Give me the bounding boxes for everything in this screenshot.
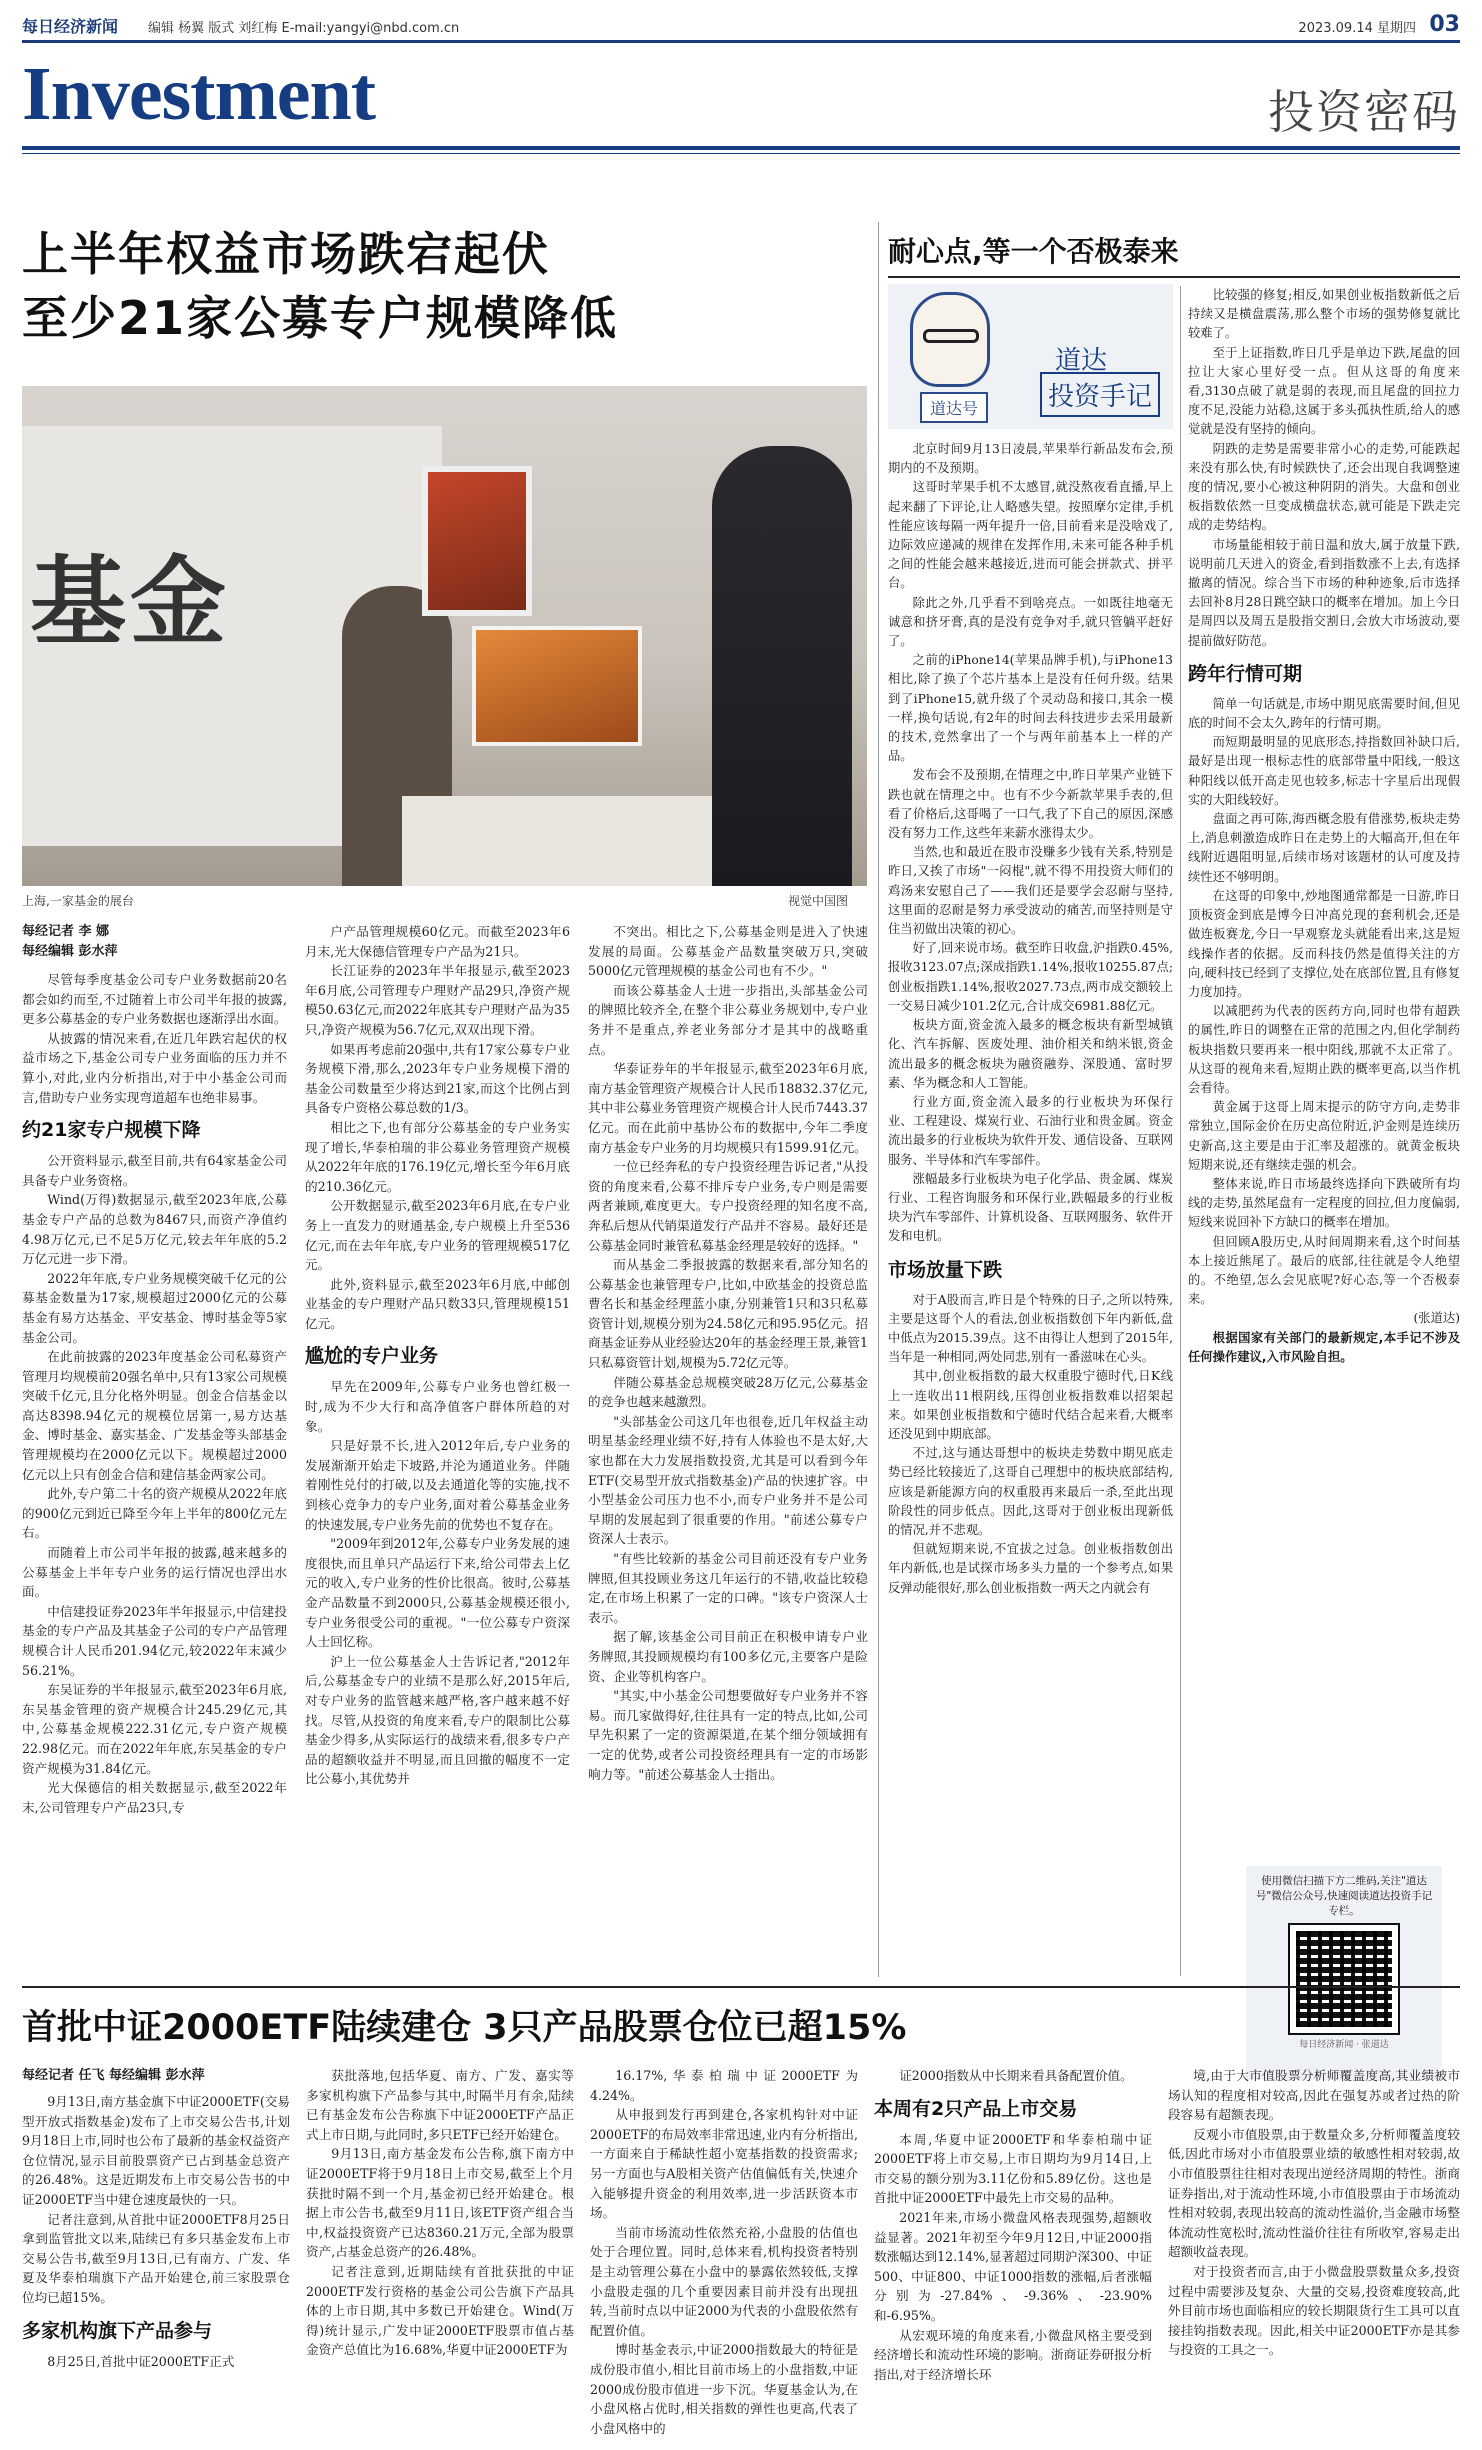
paragraph: 公开数据显示,截至2023年6月底,在专户业务上一直发力的财通基金,专户规模上升至536亿元,而在去年年底,专户业务的管理规模517亿元。 bbox=[305, 1198, 570, 1273]
paragraph: 只是好景不长,进入2012年后,专户业务的发展渐渐开始走下坡路,并沦为通道业务。伴随着刚性兑付的打破,以及去通道化等的实施,找不到核心竞争力的专户业务,面对着公募基金业务的快速发展,专户业务先前的优势也不复存在。 bbox=[305, 1438, 570, 1532]
author-portrait-icon bbox=[910, 292, 990, 387]
paragraph: 对于投资者而言,由于小微盘股票数量众多,投资过程中需要涉及复杂、大量的交易,投资难度较高,此外目前市场也面临相应的较长期限货行生工具可以直接挂钩指数表现。因此,相关中证2000ETF亦是其参与投资的工具之一。 bbox=[1168, 2263, 1460, 2358]
lead-column-2 bbox=[305, 922, 570, 1977]
disclaimer: 根据国家有关部门的最新规定,本手记不涉及任何操作建议,入市风险自担。 bbox=[1188, 1330, 1460, 1364]
paragraph: 相比之下,也有部分公募基金的专户业务实现了增长,华泰柏瑞的非公募业务管理资产规模从2022年年底的176.19亿元,增长至今年6月底的210.36亿元。 bbox=[305, 1119, 570, 1194]
column-divider bbox=[1180, 286, 1181, 1976]
paragraph: 光大保德信的相关数据显示,截至2022年末,公司管理专户产品23只,专 bbox=[22, 1780, 287, 1815]
masthead: Investment bbox=[22, 52, 376, 136]
paragraph: 阴跌的走势是需要非常小心的走势,可能跌起来没有那么快,有时候跌快了,还会出现自我调整速度的情况,要小心被这种阴阴的消失。大盘和创业板指数依然一旦变成横盘状态,就可能是下跌走完成的走势结构。 bbox=[1188, 441, 1460, 533]
paragraph: 整体来说,昨日市场最终选择向下跌破所有均线的走势,虽然尾盘有一定程度的回拉,但力度偏弱,短线来说回补下方缺口的概率在增加。 bbox=[1188, 1176, 1460, 1230]
photo-caption: 上海,一家基金的展台 bbox=[22, 894, 134, 908]
paragraph: 从披露的情况来看,在近几年跌宕起伏的权益市场之下,基金公司专户业务面临的压力并不算小,对此,业内分析指出,对于中小基金公司而言,借助专户业务实现弯道超车也绝非易事。 bbox=[22, 1030, 287, 1105]
paragraph: 这哥时苹果手机不太感冒,就没熬夜看直播,早上起来翻了下评论,让人略感失望。按照摩尔定律,手机性能应该每隔一两年提升一倍,目前看来是没啥戏了,边际效应递减的规律在发挥作用,未来可能各种手机之间的性能会越来越接近,进而可能会拼款式、拼平台。 bbox=[888, 480, 1173, 591]
paragraph: 获批落地,包括华夏、南方、广发、嘉实等多家机构旗下产品参与其中,时隔半月有余,陆续已有基金发布公告称旗下中证2000ETF产品正式上市日期,与此同时,多只ETF已经开始建仓。 bbox=[306, 2068, 574, 2142]
subheading: 约21家专户规模下降 bbox=[22, 1119, 201, 1142]
column-headline: 耐心点,等一个否极泰来 bbox=[888, 235, 1179, 268]
paragraph: 以减肥药为代表的医药方向,同时也带有超跌的属性,昨日的调整在正常的范围之内,但化学制药板块指数只要再来一根中阳线,那就不太正常了。从这哥的视角来看,短期止跌的概率更高,以当作机会看待。 bbox=[1188, 1004, 1460, 1095]
bottom-column-5 bbox=[1168, 2066, 1460, 2444]
paragraph: 2021年来,市场小微盘风格表现强势,超额收益显著。2021年初至今年9月12日,中证2000指数涨幅达到12.14%,显著超过同期沪深300、中证500、中证800、中证1000指数的涨幅,后者涨幅分别为-27.84%、-9.36%、-23.90%和-6.95%。 bbox=[874, 2209, 1152, 2323]
paragraph: 对于A股而言,昨日是个特殊的日子,之所以特殊,主要是这哥个人的看法,创业板指数创下年内新低,盘中低点为2015.39点。这不由得让人想到了2015年,当年是一种相同,两处同悲,别有一番滋味在心头。 bbox=[888, 1292, 1173, 1365]
subheading: 本周有2只产品上市交易 bbox=[874, 2097, 1078, 2120]
paragraph: 之前的iPhone14(苹果品牌手机),与iPhone13相比,除了换了个芯片基本上是没有任何升级。结果到了iPhone15,就升级了个灵动岛和接口,其余一模一样,换句话说,有2年的时间去科技进步去采用最新的技术,竞然拿出了一个与两年前基本上一样的产品。 bbox=[888, 653, 1173, 764]
bottom-headline: 首批中证2000ETF陆续建仓 3只产品股票仓位已超15% bbox=[22, 2008, 907, 2048]
section-divider bbox=[22, 1986, 1460, 1988]
paragraph: 好了,回来说市场。截至昨日收盘,沪指跌0.45%,报收3123.07点;深成指跌1.14%,报收10255.87点;创业板指跌1.14%,报收2027.73点,两市成交额较上一交易日减少101.2亿元,合计成交6981.88亿元。 bbox=[888, 941, 1173, 1013]
bottom-column-3 bbox=[590, 2066, 858, 2444]
paragraph: 发布会不及预期,在情理之中,昨日苹果产业链下跌也就在情理之中。也有不少今新款苹果手表的,但看了价格后,这哥喝了一口气,我了下自己的原因,深感没有努力工作,这些年来薪水涨得太少。 bbox=[888, 768, 1173, 841]
issue-date: 2023.09.14 星期四 bbox=[1298, 21, 1416, 36]
paragraph: 至于上证指数,昨日几乎是单边下跌,尾盘的回拉让大家心里好受一点。但从这哥的角度来看,3130点破了就是弱的表现,而且尾盘的回拉力度不足,没能力站稳,这属于多头孤执性质,给人的感觉就是没有坚持的倾向。 bbox=[1188, 345, 1460, 437]
editor-byline: 每经编辑 彭水萍 bbox=[22, 944, 118, 959]
paragraph: 比较强的修复;相反,如果创业板指数新低之后持续又是横盘震荡,那么整个市场的强势修复就比较难了。 bbox=[1188, 288, 1460, 341]
subheading: 市场放量下跌 bbox=[888, 1258, 1003, 1281]
paragraph: 此外,专户第二十名的资产规模从2022年底的900亿元到近已降至今年上半年的800亿元左右。 bbox=[22, 1486, 287, 1541]
paragraph: 华泰证券年的半年报显示,截至2023年6月底,南方基金管理资产规模合计人民币18832.37亿元,其中非公募业务管理资产规模合计人民币7443.37亿元。而在此前中基协公布的数据中,今年二季度南方基金专户业务的月均规模只有1599.91亿元。 bbox=[588, 1061, 868, 1155]
newspaper-name: 每日经济新闻 bbox=[22, 17, 119, 36]
paragraph: 尽管每季度基金公司专户业务数据前20名都会如约而至,不过随着上市公司半年报的披露,更多公募基金的专户业务数据也逐渐浮出水面。 bbox=[22, 972, 287, 1027]
column-series-name: 投资手记 bbox=[1040, 372, 1160, 417]
paragraph: 公开资料显示,截至目前,共有64家基金公司具备专户业务资格。 bbox=[22, 1153, 287, 1188]
column-logo-tag: 道达号 bbox=[920, 392, 988, 423]
paragraph: 不过,这与通达哥想中的板块走势数中期见底走势已经比较接近了,这哥自己理想中的板块底部结构,应该是新能源方向的权重股再来最后一杀,至此出现阶段性的同步低点。因此,这哥对于创业板出现新低的情况,并不悲观。 bbox=[888, 1446, 1173, 1537]
masthead-rule bbox=[22, 146, 1460, 150]
paragraph: 博时基金表示,中证2000指数最大的特征是成份股市值小,相比目前市场上的小盘指数,中证2000成份股市值进一步下沉。华夏基金认为,在小盘风格占优时,相关指数的弹性也更高,代表了小盘风格中的 bbox=[590, 2342, 858, 2436]
lead-column-3 bbox=[588, 922, 868, 1977]
paragraph: 中信建投证券2023年半年报显示,中信建投基金的专户产品及其基金子公司的专户产品管理规模合计人民币201.94亿元,较2022年末减少56.21%。 bbox=[22, 1603, 287, 1678]
qr-instructions: 使用微信扫描下方二维码,关注"道达号"微信公众号,快速阅读道达投资手记专栏。 bbox=[1255, 1875, 1433, 1917]
paragraph: 如果再考虑前20强中,共有17家公募专户业务规模下滑,那么,2023年专户业务规模下滑的基金公司数量至少将达到21家,而这个比例占到具备专户资格公募总数的1/3。 bbox=[305, 1041, 570, 1116]
paragraph: 户产品管理规模60亿元。而截至2023年6月末,光大保德信管理专户产品为21只。 bbox=[305, 924, 570, 959]
subheading: 多家机构旗下产品参与 bbox=[22, 2319, 213, 2342]
paragraph: 16.17%,华泰柏瑞中证2000ETF为4.24%。 bbox=[590, 2068, 858, 2103]
qr-promo bbox=[1246, 1866, 1442, 2080]
column-text-b bbox=[1188, 286, 1460, 1856]
paragraph: 涨幅最多行业板块为电子化学品、贵金属、煤炭行业、工程咨询服务和环保行业,跌幅最多的行业板块为汽车零部件、计算机设备、互联网服务、软件开发和电机。 bbox=[888, 1171, 1173, 1244]
paragraph: 本周,华夏中证2000ETF和华泰柏瑞中证2000ETF将上市交易,上市日期均为9月14日,上市交易的额分别为3.11亿份和5.89亿份。这也是首批中证2000ETF中最先上市交易的品种。 bbox=[874, 2131, 1152, 2206]
paragraph: "其实,中小基金公司想要做好专户业务并不容易。而几家做得好,往往具有一定的特点,比如,公司早先积累了一定的资源渠道,在某个细分领域拥有一定的优势,或者公司投资经理具有一定的市场影响力等。"前述公募基金人士指出。 bbox=[588, 1688, 868, 1782]
paragraph: 长江证券的2023年半年报显示,截至2023年6月底,公司管理专户理财产品29只,净资产规模50.63亿元,而2022年底其专户理财产品为35只,净资产规模为56.7亿元,双双出现下滑。 bbox=[305, 963, 570, 1037]
paragraph: 黄金属于这哥上周末提示的防守方向,走势非常独立,国际金价在历史高位附近,沪金则是连续历史新高,这主要是由于汇率及超涨的。就黄金板块短期来说,还有继续走强的机会。 bbox=[1188, 1100, 1460, 1172]
lead-headline-line1: 上半年权益市场跌宕起伏 bbox=[22, 227, 550, 281]
subheading: 跨年行情可期 bbox=[1188, 662, 1303, 685]
paragraph: 其中,创业板指数的最大权重股宁德时代,日K线上一连收出11根阴线,压得创业板指数难以招架起来。如果创业板指数和宁德时代结合起来看,大概率还没见到中期底部。 bbox=[888, 1369, 1173, 1441]
qr-code-icon[interactable] bbox=[1290, 1925, 1398, 2033]
lead-column-1 bbox=[22, 922, 287, 1977]
paragraph: 反观小市值股票,由于数量众多,分析师覆盖度较低,因此市场对小市值股票业绩的敏感性相对较弱,故小市值股票往往相对表现出逆经济周期的特性。浙商证券指出,对于流动性环境,小市值股票由于市场流动性相对较弱,表现出较高的流动性溢价,当金融市场整体流动性宽松时,流动性溢价往往有所收窄,容易走出超额收益表现。 bbox=[1168, 2126, 1460, 2260]
column-divider bbox=[878, 222, 879, 1977]
paragraph: "2009年到2012年,公募专户业务发展的速度很快,而且单只产品运行下来,给公司带去上亿元的收入,专户业务的性价比很高。彼时,公募基金产品数量不到2000只,公募基金规模还很小,专户业务很受公司的重视。"一位公募专户资深人士回忆称。 bbox=[305, 1536, 570, 1650]
qr-footer: 每日经济新闻 · 张道达 bbox=[1299, 2040, 1389, 2050]
photo-credit: 视觉中国图 bbox=[788, 894, 849, 908]
paragraph: 盘面之再可陈,海西概念股有借涨势,板块走势上,消息刺激造成昨日在走势上的大幅高开,但在年线附近遇阻明显,后续市场对该题材的认可度及持续性还不够明朗。 bbox=[1188, 812, 1460, 884]
paragraph: 在这哥的印象中,炒地图通常都是一日游,昨日顶板资金到底是博今日冲高兑现的套利机会,还是做连板赛龙,今日一早观察龙头就能看出来,这是短线操作者的依据。反而科技仍然是值得关注的方向,硬科技已经到了支撑位,处在底部位置,且有修复力度加持。 bbox=[1188, 888, 1460, 999]
column-signature: (张道达) bbox=[1413, 1311, 1460, 1326]
section-title: 投资密码 bbox=[1268, 85, 1460, 139]
paragraph: 9月13日,南方基金发布公告称,旗下南方中证2000ETF将于9月18日上市交易,截至上个月获批时隔不到一个月,基金初已经开始建仓。根据上市公告书,截至9月11日,该ETF资产组合当中,权益投资资产已达8360.21万元,全部为股票资产,占基金总资产的26.48%。 bbox=[306, 2146, 574, 2260]
column-author-name: 道达 bbox=[1055, 346, 1108, 376]
paragraph: 板块方面,资金流入最多的概念板块有新型城镇化、汽车拆解、医废处理、油价相关和纳米银,资金流出最多的概念板块为融资融券、深股通、富时罗素、华为概念和人工智能。 bbox=[888, 1018, 1173, 1090]
column-headline-rule bbox=[888, 276, 1460, 278]
paragraph: 而该公募基金人士进一步指出,头部基金公司的牌照比较齐全,在整个非公募业务规划中,专户业务并不是重点,养老业务部分才是其中的战略重点。 bbox=[588, 982, 868, 1057]
paragraph: 但就短期来说,不宜拔之过急。创业板指数创出年内新低,也是试探市场多头力量的一个参考点,如果反弹动能很好,那么创业板指数一两天之内就会有 bbox=[888, 1542, 1173, 1595]
paragraph: 证2000指数从中长期来看具备配置价值。 bbox=[899, 2068, 1133, 2083]
top-bar bbox=[22, 14, 1460, 36]
bottom-column-4 bbox=[874, 2066, 1152, 2444]
reporter-byline: 每经记者 任飞 每经编辑 彭水萍 bbox=[22, 2068, 205, 2083]
paragraph: "有些比较新的基金公司目前还没有专户业务牌照,但其投顾业务这几年运行的不错,收益比较稳定,在市场上积累了一定的口碑。"该专户资深人士表示。 bbox=[588, 1551, 868, 1625]
paragraph: 记者注意到,近期陆续有首批获批的中证2000ETF发行资格的基金公司公告旗下产品具体的上市日期,其中多数已开始建仓。Wind(万得)统计显示,广发中证2000ETF股票市值占基金资产总值比为16.68%,华夏中证2000ETF为 bbox=[306, 2263, 574, 2358]
editor-credits: 编辑 杨翼 版式 刘红梅 E-mail:yangyi@nbd.com.cn bbox=[148, 21, 460, 36]
paragraph: 北京时间9月13日凌晨,苹果举行新品发布会,预期内的不及预期。 bbox=[888, 442, 1173, 476]
lead-photo bbox=[22, 386, 867, 886]
paragraph: 在此前披露的2023年度基金公司私募资产管理月均规模前20强名单中,只有13家公司规模突破千亿元,且分化格外明显。创金合信基金以高达8398.94亿元的规模位居第一,易方达基金、博时基金、嘉实基金、广发基金等头部基金管理规模均在2000亿元以下。规模超过2000亿元以上只有创金合信和建信基金两家公司。 bbox=[22, 1349, 287, 1482]
paragraph: 而从基金二季报披露的数据来看,部分知名的公募基金也兼管理专户,比如,中欧基金的投资总监曹名长和基金经理蓝小康,分别兼管1只和3只私募资管计划,规模分别为24.58亿元和95.95亿元。招商基金证券从业经验达20年的基金经理王景,兼管1只私募资管计划,规模为5.72亿元等。 bbox=[588, 1257, 868, 1371]
subheading: 尴尬的专户业务 bbox=[305, 1345, 439, 1368]
masthead-rule-thin bbox=[22, 153, 1460, 154]
paragraph: "头部基金公司这几年也很卷,近几年权益主动明星基金经理业绩不好,持有人体验也不是太好,大家也都在大力发展指数投资,尤其是可以看到今年ETF(交易型开放式指数基金)产品的快速扩容。中小型基金公司压力也不小,而专户业务并不是公司早期的发展起到了很重要的作用。"前述公募专户资深人士表示。 bbox=[588, 1413, 868, 1547]
paragraph: Wind(万得)数据显示,截至2023年底,公募基金专户产品的总数为8467只,而资产净值约4.98万亿元,已不足5万亿元,较去年年底的5.2万亿元进一步下滑。 bbox=[22, 1192, 287, 1267]
paragraph: 记者注意到,从首批中证2000ETF8月25日拿到监管批文以来,陆续已有多只基金发布上市交易公告书,截至9月13日,已有南方、广发、华夏及华泰柏瑞旗下产品开始建仓,前三家股票仓位均已超15%。 bbox=[22, 2211, 290, 2305]
paragraph: 当然,也和最近在股市没赚多少钱有关系,特别是昨日,又挨了市场"一闷棍",就不得不用投资大师们的鸡汤来安慰自己了——我们还是要学会忍耐与坚持,这里面的忍耐是努力承受波动的痛苦,而坚持则是守住当初做出决策的初心。 bbox=[888, 845, 1173, 937]
paragraph: 8月25日,首批中证2000ETF正式 bbox=[47, 2353, 235, 2369]
paragraph: 据了解,该基金公司目前正在积极申请专户业务牌照,其投顾规模均有100多亿元,主要客户是险资、企业等机构客户。 bbox=[588, 1629, 868, 1684]
paragraph: 行业方面,资金流入最多的行业板块为环保行业、工程建设、煤炭行业、石油行业和贵金属。资金流出最多的行业板块为软件开发、通信设备、互联网服务、半导体和汽车零部件。 bbox=[888, 1094, 1173, 1167]
top-rule bbox=[22, 40, 1460, 43]
paragraph: 从宏观环境的角度来看,小微盘风格主要受到经济增长和流动性环境的影响。浙商证券研报分析指出,对于经济增长环 bbox=[874, 2327, 1152, 2382]
photo-sign-text: 基金 bbox=[30, 546, 230, 658]
paragraph: 伴随公募基金总规模突破28万亿元,公募基金的竞争也越来越激烈。 bbox=[588, 1374, 868, 1410]
reporter-byline: 每经记者 李 娜 bbox=[22, 924, 110, 939]
paragraph: 此外,资料显示,截至2023年6月底,中邮创业基金的专户理财产品只数33只,管理规模151亿元。 bbox=[305, 1276, 570, 1331]
paragraph: 9月13日,南方基金旗下中证2000ETF(交易型开放式指数基金)发布了上市交易公告书,计划9月18日上市,同时也公布了最新的基金权益资产仓位情况,显示目前股票资产已占到基金总资产的26.48%。这是近期发布上市交易公告书的中证2000ETF当中建仓速度最快的一只。 bbox=[22, 2094, 290, 2207]
paragraph: 从申报到发行再到建仓,各家机构针对中证2000ETF的布局效率非常迅速,业内有分析指出,一方面来自于稀缺性超小宽基指数的投资需求;另一方面也与A股相关资产估值偏低有关,快速介入能够提升资金的利用效率,进一步活跃资本市场。 bbox=[590, 2107, 858, 2221]
bottom-column-1 bbox=[22, 2066, 290, 2444]
paragraph: 市场量能相较于前日温和放大,属于放量下跌,说明前几天进入的资金,看到指数涨不上去,有选择撤离的情况。综合当下市场的种种迹象,后市选择去回补8月28日跳空缺口的概率在增加。加上今日是周四以及周五是股指交割日,会放大市场波动,要提前做好防范。 bbox=[1188, 537, 1460, 648]
paragraph: 一位已经奔私的专户投资经理告诉记者,"从投资的角度来看,公募不排斥专户业务,专户则是需要两者兼顾,难度更大。专户投资经理的知名度不高,奔私后想从代销渠道发行产品并不容易。最好还是公募基金同时兼管私募基金经理是较好的选择。" bbox=[588, 1159, 868, 1253]
bottom-column-2 bbox=[306, 2066, 574, 2444]
paragraph: 境,由于大市值股票分析师覆盖度高,其业绩被市场认知的程度相对较高,因此在强复苏或者过热的阶段容易有超额表现。 bbox=[1168, 2068, 1460, 2123]
paragraph: 2022年年底,专户业务规模突破千亿元的公募基金数量为17家,规模超过2000亿元的公募基金有易方达基金、平安基金、博时基金等5家基金公司。 bbox=[22, 1270, 287, 1345]
paragraph: 而随着上市公司半年报的披露,越来越多的公募基金上半年专户业务的运行情况也浮出水面。 bbox=[22, 1545, 287, 1600]
lead-headline bbox=[22, 222, 618, 350]
paragraph: 不突出。相比之下,公募基金则是进入了快速发展的局面。公募基金产品数量突破万只,突破5000亿元管理规模的基金公司也有不少。" bbox=[588, 924, 868, 979]
paragraph: 但回顾A股历史,从时间周期来看,这个时间基本上接近熊尾了。最后的底部,往往就是令人绝望的。不绝望,怎么会见底呢?好心态,等一个否极泰来。 bbox=[1188, 1234, 1460, 1307]
paragraph: 当前市场流动性依然充裕,小盘股的估值也处于合理位置。同时,总体来看,机构投资者特别是主动管理公募在小盘中的暴露依然较低,支撑小盘股走强的几个重要因素目前并没有出现扭转,当前时点以中证2000为代表的小盘股依然有配置价值。 bbox=[590, 2224, 858, 2338]
page-number: 03 bbox=[1429, 12, 1460, 37]
lead-headline-line2: 至少21家公募专户规模降低 bbox=[22, 291, 619, 345]
paragraph: 早先在2009年,公募专户业务也曾红极一时,成为不少大行和高净值客户群体所趋的对象。 bbox=[305, 1379, 570, 1434]
column-text-a bbox=[888, 440, 1173, 1980]
paragraph: 东吴证券的半年报显示,截至2023年6月底,东吴基金管理的资产规模合计245.29亿元,其中,公募基金规模222.31亿元,专户资产规模22.98亿元。而在2022年年底,东吴基金的专户资产规模为31.84亿元。 bbox=[22, 1682, 287, 1776]
paragraph: 简单一句话就是,市场中期见底需要时间,但见底的时间不会太久,跨年的行情可期。 bbox=[1188, 696, 1460, 731]
paragraph: 沪上一位公募基金人士告诉记者,"2012年后,公募基金专户的业绩不是那么好,2015年后,对专户业务的监管越来越严格,客户越来越不好找。尽管,从投资的角度来看,专户的限制比公募基金少得多,从实际运行的战绩来看,很多专户产品的超额收益并不明显,而且回撤的幅度不一定比公募小,其优势并 bbox=[305, 1653, 570, 1787]
paragraph: 除此之外,几乎看不到啥亮点。一如既往地毫无诚意和挤牙膏,真的是没有竞争对手,就只管躺平赶好了。 bbox=[888, 595, 1173, 649]
paragraph: 而短期最明显的见底形态,持指数回补缺口后,最好是出现一根标志性的底部带量中阳线,一般这种阳线以低开高走见也较多,标志十字星后出现假实的大阳线较好。 bbox=[1188, 735, 1460, 807]
